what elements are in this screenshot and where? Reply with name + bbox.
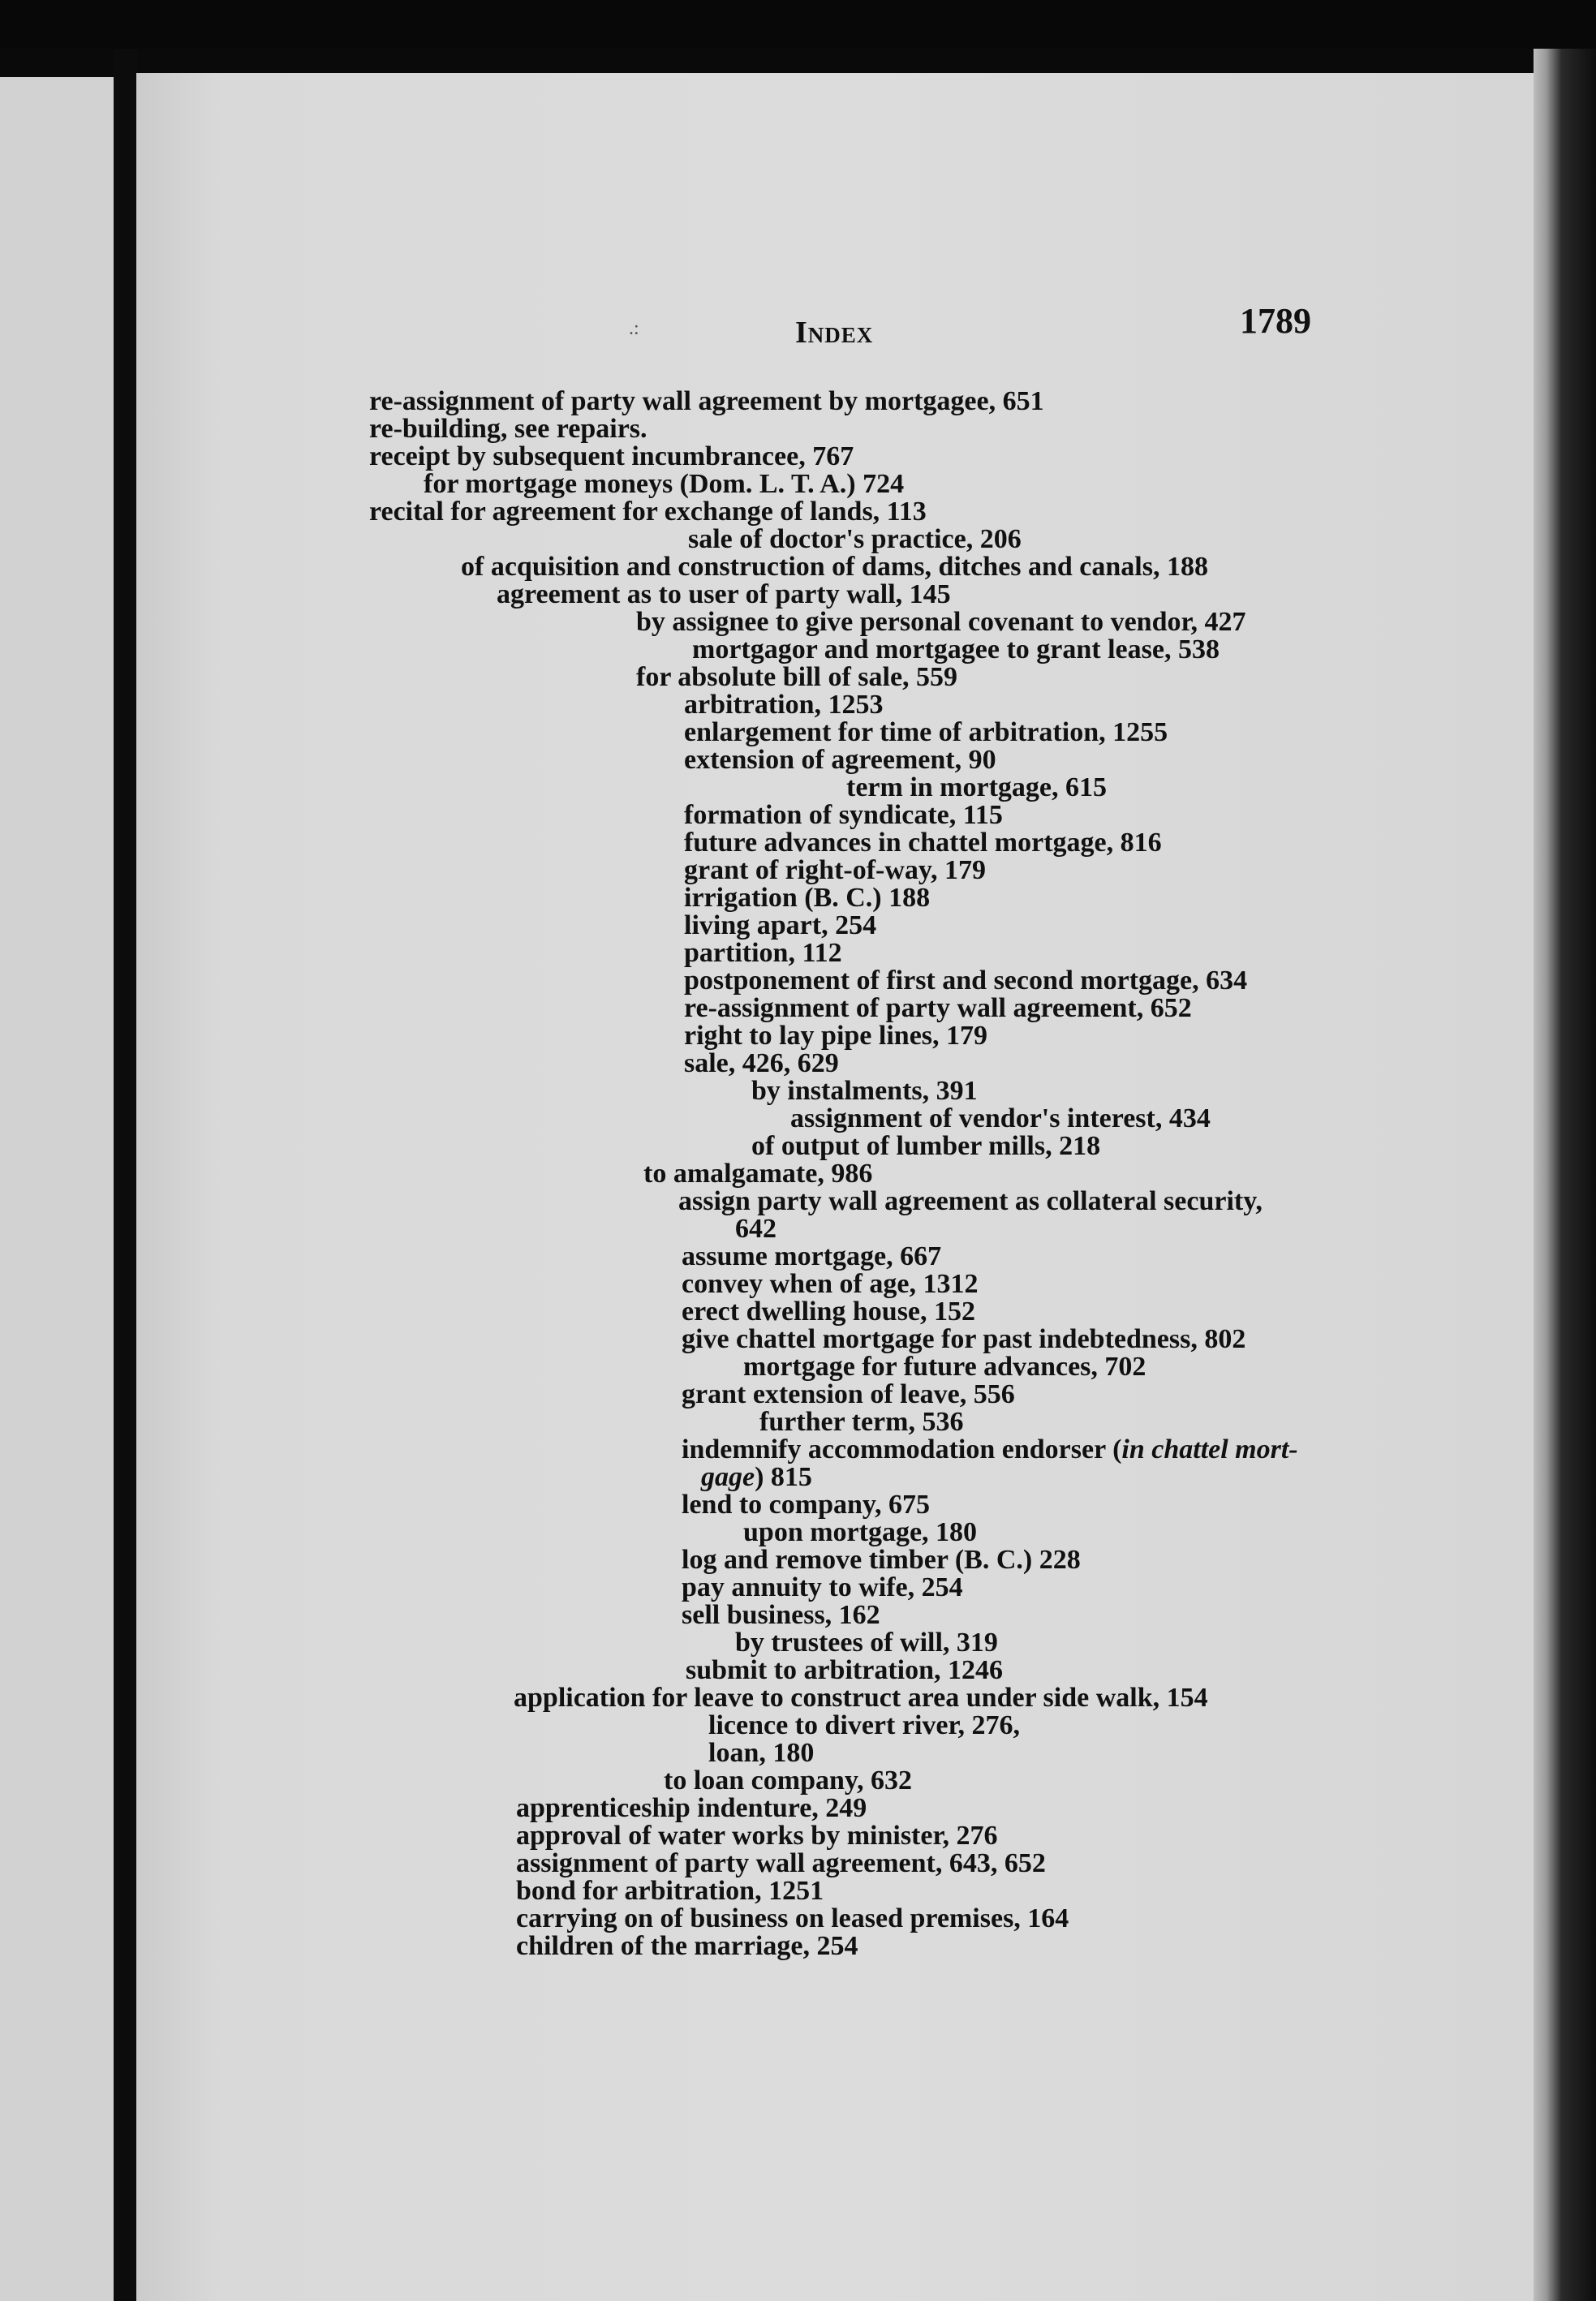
index-line: mortgage for future advances, 702	[743, 1352, 1146, 1382]
index-line: right to lay pipe lines, 179	[684, 1021, 988, 1051]
index-line: for absolute bill of sale, 559	[636, 662, 958, 692]
index-line: further term, 536	[759, 1407, 964, 1437]
running-head: Index	[795, 316, 874, 350]
index-line: to amalgamate, 986	[643, 1159, 873, 1189]
index-line: re-assignment of party wall agreement, 652	[684, 993, 1192, 1023]
index-line: assume mortgage, 667	[682, 1241, 942, 1271]
index-line: sell business, 162	[682, 1600, 880, 1630]
index-line: submit to arbitration, 1246	[686, 1655, 1003, 1685]
index-line: of output of lumber mills, 218	[751, 1131, 1101, 1161]
index-line: assign party wall agreement as collateral security,	[678, 1186, 1263, 1216]
index-line: licence to divert river, 276,	[708, 1710, 1020, 1740]
index-line: future advances in chattel mortgage, 816	[684, 828, 1162, 858]
index-line: gage) 815	[701, 1462, 812, 1492]
page-edge-shadow	[1534, 49, 1596, 2301]
index-line: by instalments, 391	[751, 1076, 978, 1106]
index-line: application for leave to construct area under side walk, 154	[514, 1683, 1208, 1713]
index-line: convey when of age, 1312	[682, 1269, 979, 1299]
index-line: of acquisition and construction of dams, ditches and canals, 188	[461, 552, 1208, 582]
index-line: assignment of party wall agreement, 643, 652	[516, 1848, 1046, 1878]
index-line: arbitration, 1253	[684, 690, 884, 720]
scan-top-border	[0, 0, 1596, 49]
index-line: indemnify accommodation endorser (in chattel mort-	[682, 1434, 1298, 1464]
facing-page-edge	[0, 77, 114, 2301]
index-line: postponement of first and second mortgage, 634	[684, 966, 1248, 996]
index-line: recital for agreement for exchange of lands, 113	[369, 497, 927, 527]
index-line: re-building, see repairs.	[369, 414, 647, 444]
index-line: formation of syndicate, 115	[684, 800, 1003, 830]
index-line: assignment of vendor's interest, 434	[790, 1103, 1211, 1133]
index-line: grant of right-of-way, 179	[684, 855, 987, 885]
index-line: term in mortgage, 615	[846, 772, 1108, 802]
index-line: 642	[735, 1214, 776, 1244]
index-line: to loan company, 632	[664, 1766, 913, 1796]
index-line: receipt by subsequent incumbrancee, 767	[369, 441, 854, 471]
index-line: give chattel mortgage for past indebtedness, 802	[682, 1324, 1246, 1354]
index-line: children of the marriage, 254	[516, 1931, 858, 1961]
index-line: living apart, 254	[684, 910, 877, 940]
index-line: grant extension of leave, 556	[682, 1379, 1015, 1409]
index-line: sale of doctor's practice, 206	[688, 524, 1022, 554]
index-line: extension of agreement, 90	[684, 745, 996, 775]
index-line: mortgagor and mortgagee to grant lease, 538	[692, 634, 1220, 664]
index-line: irrigation (B. C.) 188	[684, 883, 931, 913]
book-binding	[114, 49, 138, 2301]
index-line: erect dwelling house, 152	[682, 1297, 976, 1327]
index-line: approval of water works by minister, 276	[516, 1821, 998, 1851]
index-line: partition, 112	[684, 938, 842, 968]
index-line: re-assignment of party wall agreement by mortgagee, 651	[369, 386, 1044, 416]
index-line: by trustees of will, 319	[735, 1628, 998, 1658]
index-line: for mortgage moneys (Dom. L. T. A.) 724	[424, 469, 905, 499]
index-line: sale, 426, 629	[684, 1048, 839, 1078]
index-line: loan, 180	[708, 1738, 815, 1768]
index-line: enlargement for time of arbitration, 1255	[684, 717, 1168, 747]
index-line: agreement as to user of party wall, 145	[497, 579, 951, 609]
index-line: pay annuity to wife, 254	[682, 1572, 963, 1602]
corner-mark: .:	[629, 318, 639, 339]
index-line: bond for arbitration, 1251	[516, 1876, 824, 1906]
index-line: by assignee to give personal covenant to vendor, 427	[636, 607, 1246, 637]
page-number: 1789	[1240, 301, 1311, 341]
index-line: lend to company, 675	[682, 1490, 931, 1520]
index-line: apprenticeship indenture, 249	[516, 1793, 867, 1823]
index-line: log and remove timber (B. C.) 228	[682, 1545, 1081, 1575]
index-line: upon mortgage, 180	[743, 1517, 978, 1547]
index-line: carrying on of business on leased premises, 164	[516, 1903, 1069, 1933]
